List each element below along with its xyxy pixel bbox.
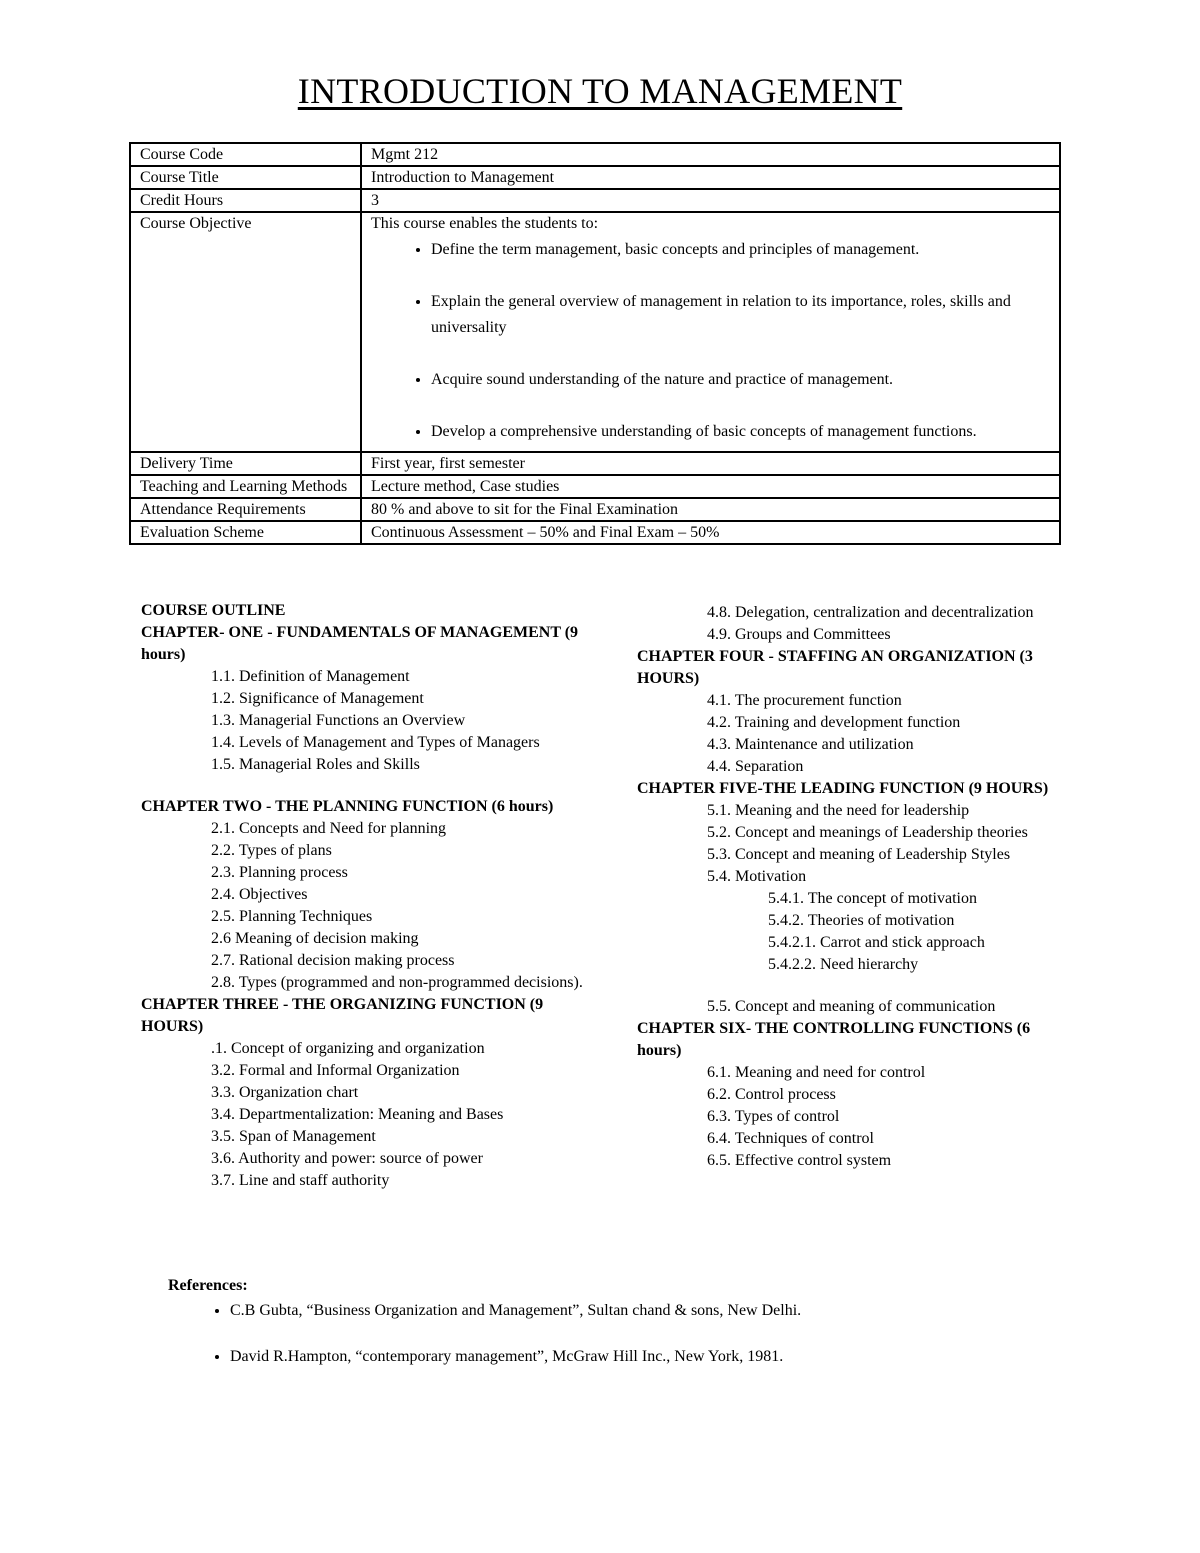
list-item: • David R.Hampton, “contemporary management”, McGraw Hill Inc., New York, 1981. <box>230 1345 1068 1369</box>
list-item: 2.5. Planning Techniques <box>211 908 373 925</box>
list-item: 6.1. Meaning and need for control <box>707 1064 926 1081</box>
delivery-time-label: Delivery Time <box>130 452 361 475</box>
list-item: 1.4. Levels of Management and Types of Managers <box>211 734 540 751</box>
credit-hours-label: Credit Hours <box>130 189 361 212</box>
list-item: 4.9. Groups and Committees <box>707 626 891 643</box>
chapter-five-title: CHAPTER FIVE-THE LEADING FUNCTION (9 HOURS) <box>637 780 1049 797</box>
spacer <box>637 976 1077 996</box>
delivery-time-value: First year, first semester <box>361 452 1060 475</box>
credit-hours-value: 3 <box>361 189 1060 212</box>
list-item: 5.4.1. The concept of motivation <box>768 890 977 907</box>
outline-left-column <box>141 600 601 1192</box>
list-item: 5.5. Concept and meaning of communication <box>707 998 996 1015</box>
objective-list <box>371 237 1050 445</box>
references-list <box>168 1299 1068 1369</box>
list-item: • Explain the general overview of management in relation to its importance, roles, skills and universality <box>431 289 1050 341</box>
course-objective-cell <box>361 212 1060 452</box>
list-item: 6.5. Effective control system <box>707 1152 892 1169</box>
teaching-methods-label: Teaching and Learning Methods <box>130 475 361 498</box>
table-row <box>130 166 1060 189</box>
list-item: • Define the term management, basic concepts and principles of management. <box>431 237 1050 263</box>
list-item: 3.5. Span of Management <box>211 1128 376 1145</box>
document-title: INTRODUCTION TO MANAGEMENT <box>297 71 903 111</box>
list-item: 1.2. Significance of Management <box>211 690 424 707</box>
list-item: 1.5. Managerial Roles and Skills <box>211 756 420 773</box>
chapter-four-title: CHAPTER FOUR - STAFFING AN ORGANIZATION (3 HOURS) <box>637 648 1033 687</box>
course-title-value: Introduction to Management <box>361 166 1060 189</box>
list-item: 4.4. Separation <box>707 758 804 775</box>
list-item: 2.6 Meaning of decision making <box>211 930 419 947</box>
list-item: 3.2. Formal and Informal Organization <box>211 1062 460 1079</box>
chapter-six-title: CHAPTER SIX- THE CONTROLLING FUNCTIONS (6 hours) <box>637 1020 1031 1059</box>
table-row <box>130 189 1060 212</box>
list-item: • C.B Gubta, “Business Organization and Management”, Sultan chand & sons, New Delhi. <box>230 1299 1068 1323</box>
list-item: 2.8. Types (programmed and non-programmed decisions). <box>211 974 583 991</box>
list-item: 5.4. Motivation <box>707 868 807 885</box>
list-item: 5.4.2. Theories of motivation <box>768 912 955 929</box>
table-row <box>130 212 1060 452</box>
table-row <box>130 498 1060 521</box>
list-item: 3.7. Line and staff authority <box>211 1172 390 1189</box>
list-item: 5.4.2.1. Carrot and stick approach <box>768 934 985 951</box>
list-item: 3.6. Authority and power: source of power <box>211 1150 483 1167</box>
list-item: 4.1. The procurement function <box>707 692 902 709</box>
list-item: 2.1. Concepts and Need for planning <box>211 820 447 837</box>
course-code-label: Course Code <box>130 143 361 166</box>
evaluation-label: Evaluation Scheme <box>130 521 361 544</box>
list-item: 4.8. Delegation, centralization and decentralization <box>707 604 1034 621</box>
course-title-label: Course Title <box>130 166 361 189</box>
list-item: 6.2. Control process <box>707 1086 836 1103</box>
attendance-value: 80 % and above to sit for the Final Examination <box>361 498 1060 521</box>
course-info-table <box>129 142 1061 545</box>
list-item: • Acquire sound understanding of the nature and practice of management. <box>431 367 1050 393</box>
evaluation-value: Continuous Assessment – 50% and Final Exam – 50% <box>361 521 1060 544</box>
outline-right-column <box>637 602 1077 1172</box>
list-item: 6.3. Types of control <box>707 1108 840 1125</box>
list-item: 4.3. Maintenance and utilization <box>707 736 914 753</box>
list-item: 5.1. Meaning and the need for leadership <box>707 802 970 819</box>
chapter-three-title: CHAPTER THREE - THE ORGANIZING FUNCTION (9 HOURS) <box>141 996 544 1035</box>
list-item: 5.4.2.2. Need hierarchy <box>768 956 919 973</box>
list-item: 5.2. Concept and meanings of Leadership theories <box>707 824 1028 841</box>
references-heading: References: <box>168 1277 248 1294</box>
chapter-one-title: CHAPTER- ONE - FUNDAMENTALS OF MANAGEMENT (9 hours) <box>141 624 579 663</box>
references-section <box>168 1277 1068 1391</box>
list-item: 2.7. Rational decision making process <box>211 952 455 969</box>
list-item: .1. Concept of organizing and organization <box>211 1040 485 1057</box>
table-row <box>130 452 1060 475</box>
list-item: 2.4. Objectives <box>211 886 308 903</box>
list-item: 4.2. Training and development function <box>707 714 961 731</box>
objective-intro: This course enables the students to: <box>371 215 599 232</box>
list-item: • Develop a comprehensive understanding of basic concepts of management functions. <box>431 419 1050 445</box>
attendance-label: Attendance Requirements <box>130 498 361 521</box>
course-outline-heading: COURSE OUTLINE <box>141 602 286 619</box>
list-item: 5.3. Concept and meaning of Leadership Styles <box>707 846 1011 863</box>
table-row <box>130 475 1060 498</box>
list-item: 6.4. Techniques of control <box>707 1130 874 1147</box>
list-item: 1.3. Managerial Functions an Overview <box>211 712 466 729</box>
table-row <box>130 143 1060 166</box>
course-objective-label: Course Objective <box>130 212 361 452</box>
list-item: 3.4. Departmentalization: Meaning and Bases <box>211 1106 504 1123</box>
chapter-two-title: CHAPTER TWO - THE PLANNING FUNCTION (6 hours) <box>141 798 554 815</box>
teaching-methods-value: Lecture method, Case studies <box>361 475 1060 498</box>
course-code-value: Mgmt 212 <box>361 143 1060 166</box>
list-item: 2.2. Types of plans <box>211 842 332 859</box>
spacer <box>141 776 601 796</box>
table-row <box>130 521 1060 544</box>
list-item: 1.1. Definition of Management <box>211 668 410 685</box>
list-item: 3.3. Organization chart <box>211 1084 359 1101</box>
list-item: 2.3. Planning process <box>211 864 348 881</box>
